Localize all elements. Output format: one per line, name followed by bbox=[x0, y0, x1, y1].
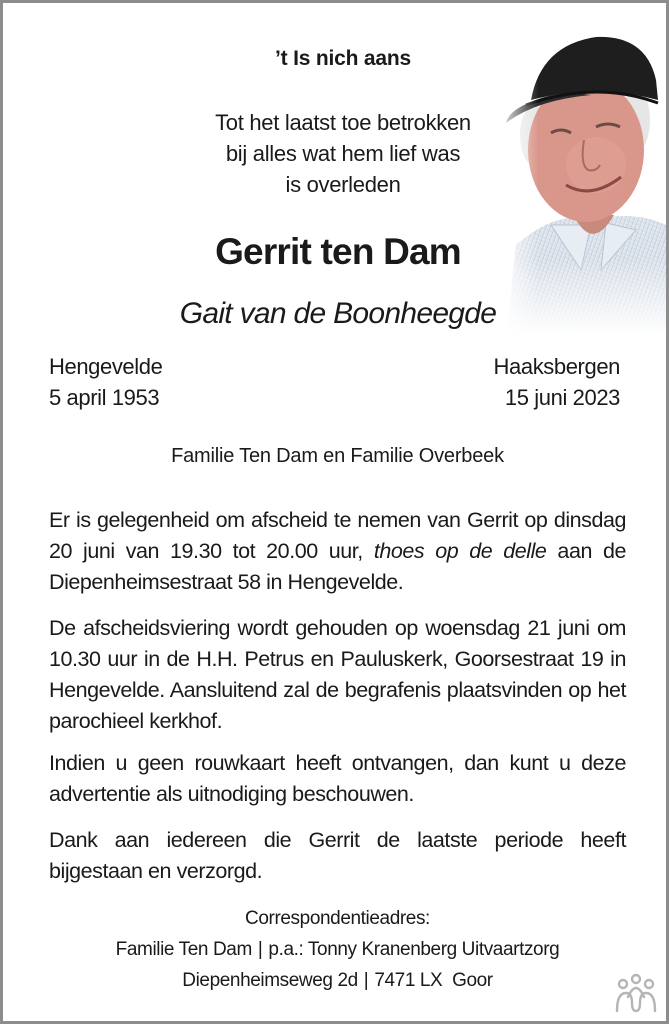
death-date: 15 juni 2023 bbox=[504, 385, 620, 410]
motto: ’t Is nich aans bbox=[275, 47, 411, 70]
care-of: p.a.: Tonny Kranenberg Uitvaartzorg bbox=[268, 939, 560, 960]
birth-date: 5 april 1953 bbox=[49, 385, 160, 410]
intro-line: Tot het laatst toe betrokken bbox=[215, 110, 471, 135]
people-group-icon bbox=[614, 973, 658, 1013]
separator: | bbox=[363, 970, 369, 991]
death-place: Haaksbergen bbox=[493, 354, 620, 379]
intro-text bbox=[153, 107, 533, 200]
deceased-name: Gerrit ten Dam bbox=[215, 231, 461, 272]
death-info bbox=[494, 351, 620, 413]
correspondence-line-1 bbox=[33, 934, 642, 965]
recipient: Familie Ten Dam bbox=[115, 939, 252, 960]
invitation-paragraph: Indien u geen rouwkaart heeft ontvangen, dan kunt u deze advertentie als uitnodiging beschouwen. bbox=[49, 751, 626, 806]
nickname: Gait van de Boonheegde bbox=[179, 297, 497, 330]
service-paragraph: De afscheidsviering wordt gehouden op woensdag 21 juni om 10.30 uur in de H.H. Petrus en Pauluskerk, Goorsestraat 19 in Hengevelde. Aansluitend zal de begrafenis plaatsvinden op het parochieel kerkhof. bbox=[49, 616, 626, 733]
visitation-text-end: aan de Diepenheimsestraat 58 in Hengevelde. bbox=[49, 539, 626, 594]
birth-place: Hengevelde bbox=[49, 354, 163, 379]
street: Diepenheimseweg 2d bbox=[182, 970, 358, 991]
postal-city: 7471 LX Goor bbox=[374, 970, 493, 991]
correspondence-address bbox=[33, 903, 642, 996]
visitation-text: Er is gelegenheid om afscheid te nemen van Gerrit op dinsdag 20 juni van 19.30 tot 20.00 uur, bbox=[49, 508, 626, 563]
intro-line: is overleden bbox=[285, 172, 401, 197]
correspondence-label: Correspondentieadres: bbox=[245, 908, 430, 929]
thanks-paragraph: Dank aan iedereen die Gerrit de laatste periode heeft bijgestaan en verzorgd. bbox=[49, 828, 626, 883]
birth-info bbox=[49, 351, 162, 413]
separator: | bbox=[257, 939, 263, 960]
visitation-paragraph bbox=[49, 505, 626, 598]
intro-line: bij alles wat hem lief was bbox=[225, 141, 461, 166]
family-signature: Familie Ten Dam en Familie Overbeek bbox=[171, 445, 504, 467]
visitation-italic: thoes op de delle bbox=[373, 539, 547, 563]
correspondence-line-2 bbox=[33, 965, 642, 996]
